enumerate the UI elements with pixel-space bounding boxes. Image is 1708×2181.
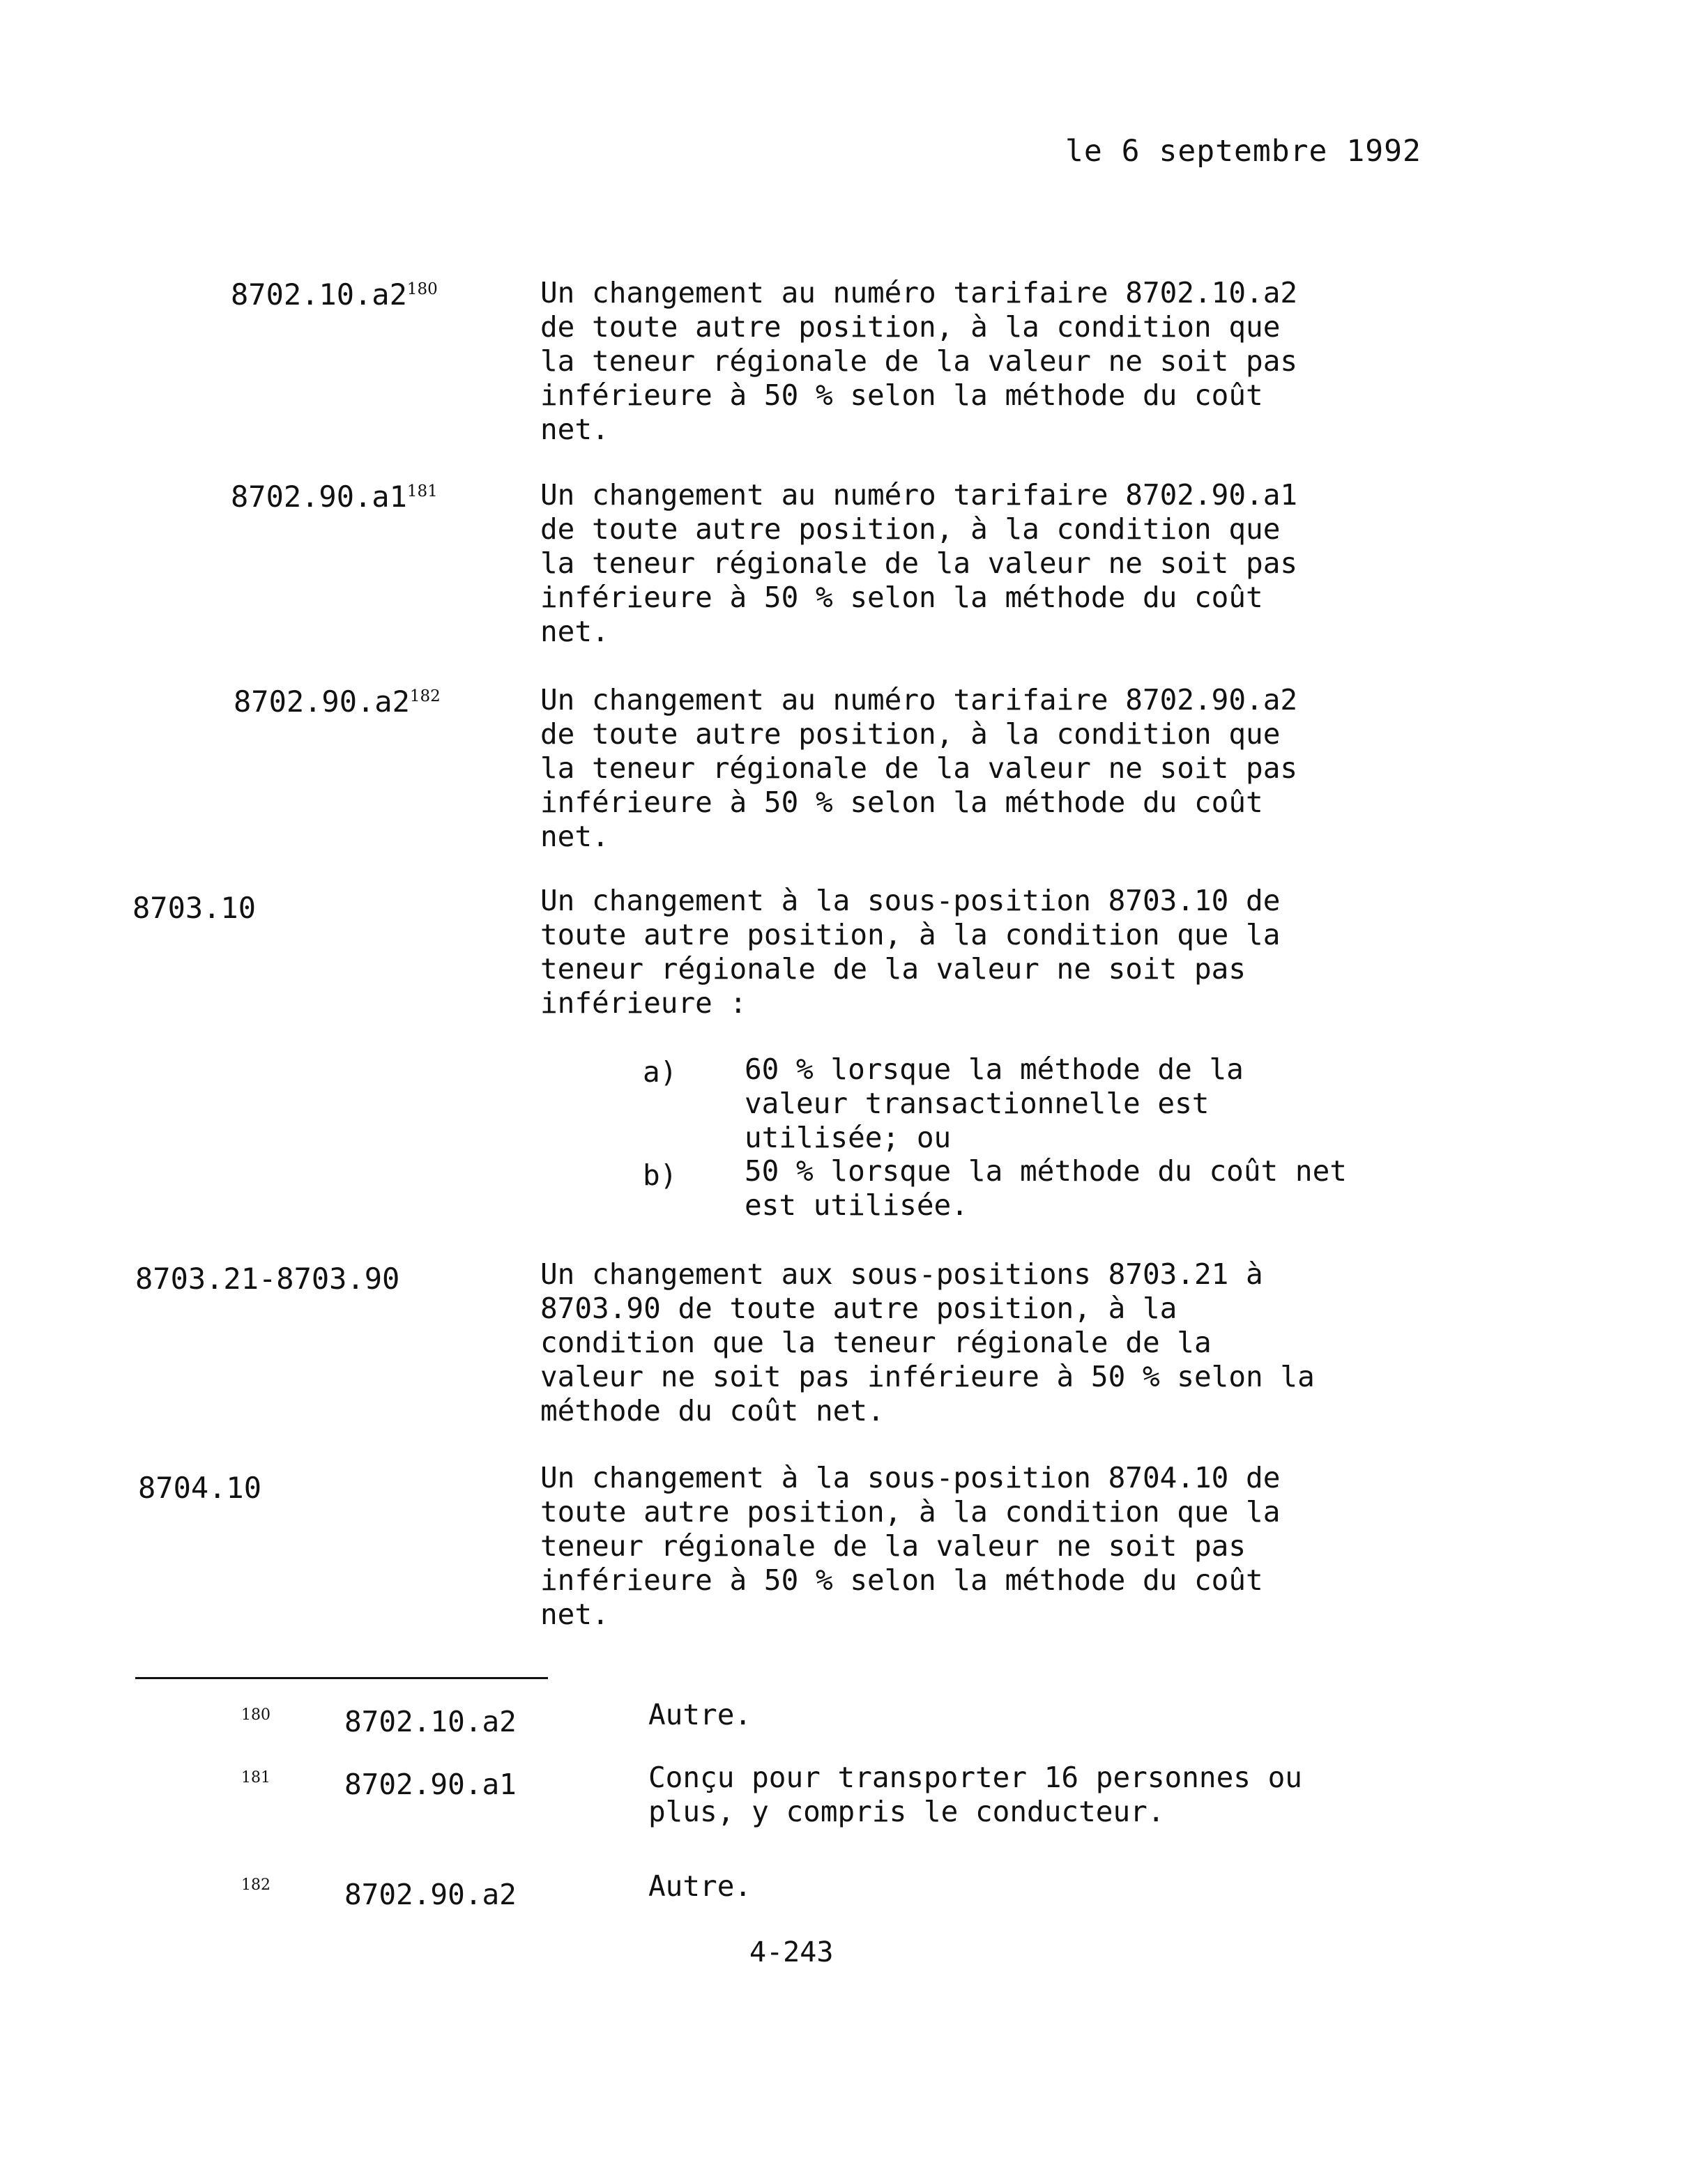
rule-line: net. <box>540 820 609 853</box>
footnote-code: 8702.90.a2 <box>344 1878 517 1911</box>
tariff-code-text: 8703.21-8703.90 <box>135 1262 400 1296</box>
rule-line: toute autre position, à la condition que la <box>540 1495 1281 1529</box>
rule-text <box>540 1461 1474 1632</box>
subitem-line: valeur transactionnelle est <box>745 1087 1210 1120</box>
rule-text <box>540 683 1474 854</box>
subitem-line: utilisée; ou <box>745 1121 952 1154</box>
rule-line: la teneur régionale de la valeur ne soit pas <box>540 344 1298 378</box>
footnote-line: Autre. <box>648 1698 752 1731</box>
page-number: 4-243 <box>749 1936 834 1968</box>
rule-line: la teneur régionale de la valeur ne soit pas <box>540 751 1298 785</box>
tariff-code <box>138 1471 261 1505</box>
tariff-code <box>234 684 441 719</box>
footnote-number: 181 <box>241 1769 270 1786</box>
rule-line: teneur régionale de la valeur ne soit pas <box>540 1529 1246 1563</box>
rule-line: Un changement à la sous-position 8704.10 de <box>540 1461 1281 1494</box>
tariff-code-text: 8703.10 <box>132 891 257 925</box>
rule-line: de toute autre position, à la condition que <box>540 310 1281 344</box>
footnote-ref: 181 <box>406 482 438 500</box>
footnote-text <box>648 1869 752 1904</box>
footnote-number: 180 <box>241 1706 270 1724</box>
footnote-separator <box>135 1677 548 1679</box>
rule-line: méthode du coût net. <box>540 1394 885 1428</box>
rule-line: la teneur régionale de la valeur ne soit pas <box>540 546 1298 580</box>
footnote-number: 182 <box>241 1876 270 1894</box>
rule-line: inférieure à 50 % selon la méthode du coût <box>540 581 1263 614</box>
rule-line: valeur ne soit pas inférieure à 50 % selon la <box>540 1360 1315 1393</box>
rule-line: net. <box>540 1598 609 1631</box>
rule-line: Un changement aux sous-positions 8703.21 à <box>540 1257 1263 1291</box>
rule-line: inférieure à 50 % selon la méthode du coût <box>540 1563 1263 1597</box>
footnote-text <box>648 1698 752 1732</box>
tariff-code <box>231 277 438 312</box>
footnote-code: 8702.10.a2 <box>344 1705 517 1738</box>
rule-line: inférieure à 50 % selon la méthode du coût <box>540 378 1263 412</box>
rule-line: Un changement au numéro tarifaire 8702.10.a2 <box>540 276 1298 309</box>
rule-line: teneur régionale de la valeur ne soit pas <box>540 952 1246 986</box>
rule-text <box>540 276 1474 447</box>
footnote-ref: 180 <box>406 280 438 298</box>
rule-line: toute autre position, à la condition que la <box>540 918 1281 951</box>
rule-line: 8703.90 de toute autre position, à la <box>540 1292 1177 1325</box>
rule-text <box>540 1257 1474 1428</box>
rule-line: Un changement à la sous-position 8703.10 de <box>540 884 1281 917</box>
rule-line: net. <box>540 615 609 648</box>
subitem-label: b) <box>643 1158 678 1192</box>
footnote-code: 8702.90.a1 <box>344 1768 517 1801</box>
document-date: le 6 septembre 1992 <box>1065 134 1421 169</box>
rule-line: condition que la teneur régionale de la <box>540 1326 1212 1359</box>
tariff-code <box>231 480 438 514</box>
subitem-line: est utilisée. <box>745 1188 968 1222</box>
tariff-code <box>135 1262 399 1296</box>
subitem-line: 50 % lorsque la méthode du coût net <box>745 1154 1347 1188</box>
footnote-text <box>648 1761 1302 1829</box>
rule-line: de toute autre position, à la condition que <box>540 717 1281 751</box>
footnote-ref: 182 <box>409 687 441 705</box>
rule-line: Un changement au numéro tarifaire 8702.90.a2 <box>540 683 1298 717</box>
rule-text <box>540 884 1474 1020</box>
tariff-code-text: 8702.90.a2 <box>234 684 410 719</box>
subitem-text <box>745 1154 1347 1223</box>
subitem-line: 60 % lorsque la méthode de la <box>745 1053 1244 1086</box>
rule-text <box>540 478 1474 649</box>
rule-line: net. <box>540 413 609 446</box>
tariff-code-text: 8704.10 <box>138 1471 262 1505</box>
footnote-line: plus, y compris le conducteur. <box>648 1795 1165 1828</box>
rule-line: inférieure à 50 % selon la méthode du coût <box>540 786 1263 819</box>
subitem-label: a) <box>643 1055 678 1089</box>
rule-line: inférieure : <box>540 986 747 1020</box>
tariff-code-text: 8702.10.a2 <box>231 277 407 312</box>
rule-line: Un changement au numéro tarifaire 8702.90.a1 <box>540 478 1298 512</box>
tariff-code-text: 8702.90.a1 <box>231 480 407 514</box>
footnote-line: Conçu pour transporter 16 personnes ou <box>648 1761 1302 1794</box>
rule-line: de toute autre position, à la condition que <box>540 512 1281 546</box>
tariff-code <box>132 891 256 925</box>
footnote-line: Autre. <box>648 1869 752 1903</box>
subitem-text <box>745 1053 1244 1155</box>
